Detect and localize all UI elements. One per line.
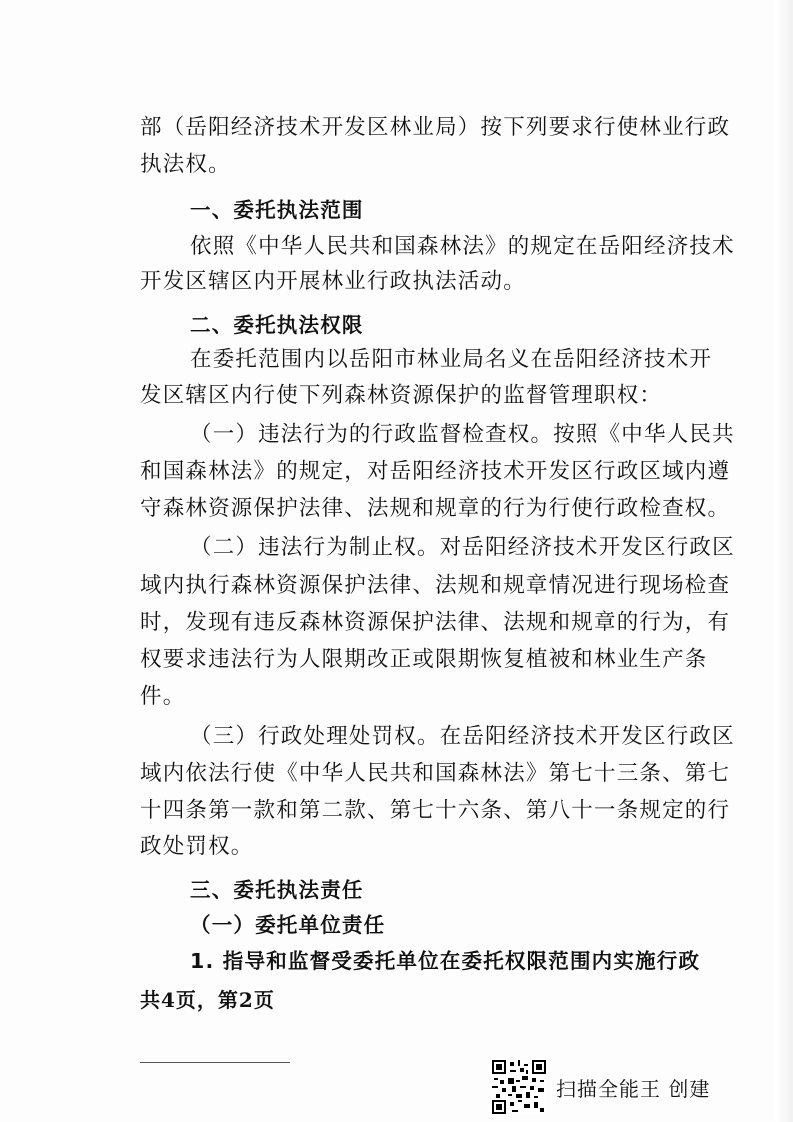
- section-heading: 二、委托执法权限: [190, 313, 364, 337]
- scan-edge: [775, 0, 793, 1122]
- body-line: 时，发现有违反森林资源保护法律、法规和规章的行为，有: [140, 610, 731, 635]
- body-line: （一）违法行为的行政监督检查权。按照《中华人民共: [190, 422, 735, 447]
- body-line: 政处罚权。: [140, 834, 254, 859]
- body-line: 开发区辖区内开展林业行政执法活动。: [140, 269, 526, 294]
- subsection-heading: （一）委托单位责任: [190, 913, 386, 937]
- section-heading: 一、委托执法范围: [190, 198, 364, 222]
- body-line: 和国森林法》的规定，对岳阳经济技术开发区行政区域内遵: [140, 459, 731, 484]
- scanner-watermark: 扫描全能王 创建: [556, 1077, 711, 1101]
- body-line: （三）行政处理处罚权。在岳阳经济技术开发区行政区: [190, 724, 735, 749]
- body-line: 件。: [140, 684, 186, 709]
- body-line: 权要求违法行为人限期改正或限期恢复植被和林业生产条: [140, 647, 708, 672]
- page-footer: 共4页，第2页: [140, 988, 275, 1012]
- qr-code-icon: [492, 1060, 546, 1114]
- body-line: 十四条第一款和第二款、第七十六条、第八十一条规定的行: [140, 798, 731, 823]
- body-line: 执法权。: [140, 152, 231, 177]
- body-line: 发区辖区内行使下列森林资源保护的监督管理职权：: [140, 383, 663, 408]
- body-line: （二）违法行为制止权。对岳阳经济技术开发区行政区: [190, 535, 735, 560]
- body-line: 域内依法行使《中华人民共和国森林法》第七十三条、第七: [140, 761, 731, 786]
- body-line: 1. 指导和监督受委托单位在委托权限范围内实施行政: [190, 949, 701, 973]
- body-line: 依照《中华人民共和国森林法》的规定在岳阳经济技术: [190, 234, 735, 259]
- body-line: 守森林资源保护法律、法规和规章的行为行使行政检查权。: [140, 496, 731, 521]
- section-heading: 三、委托执法责任: [190, 878, 364, 902]
- body-line: 域内执行森林资源保护法律、法规和规章情况进行现场检查: [140, 573, 731, 598]
- body-line: 在委托范围内以岳阳市林业局名义在岳阳经济技术开: [190, 347, 713, 372]
- body-line: 部（岳阳经济技术开发区林业局）按下列要求行使林业行政: [140, 115, 731, 140]
- divider: [140, 1062, 290, 1063]
